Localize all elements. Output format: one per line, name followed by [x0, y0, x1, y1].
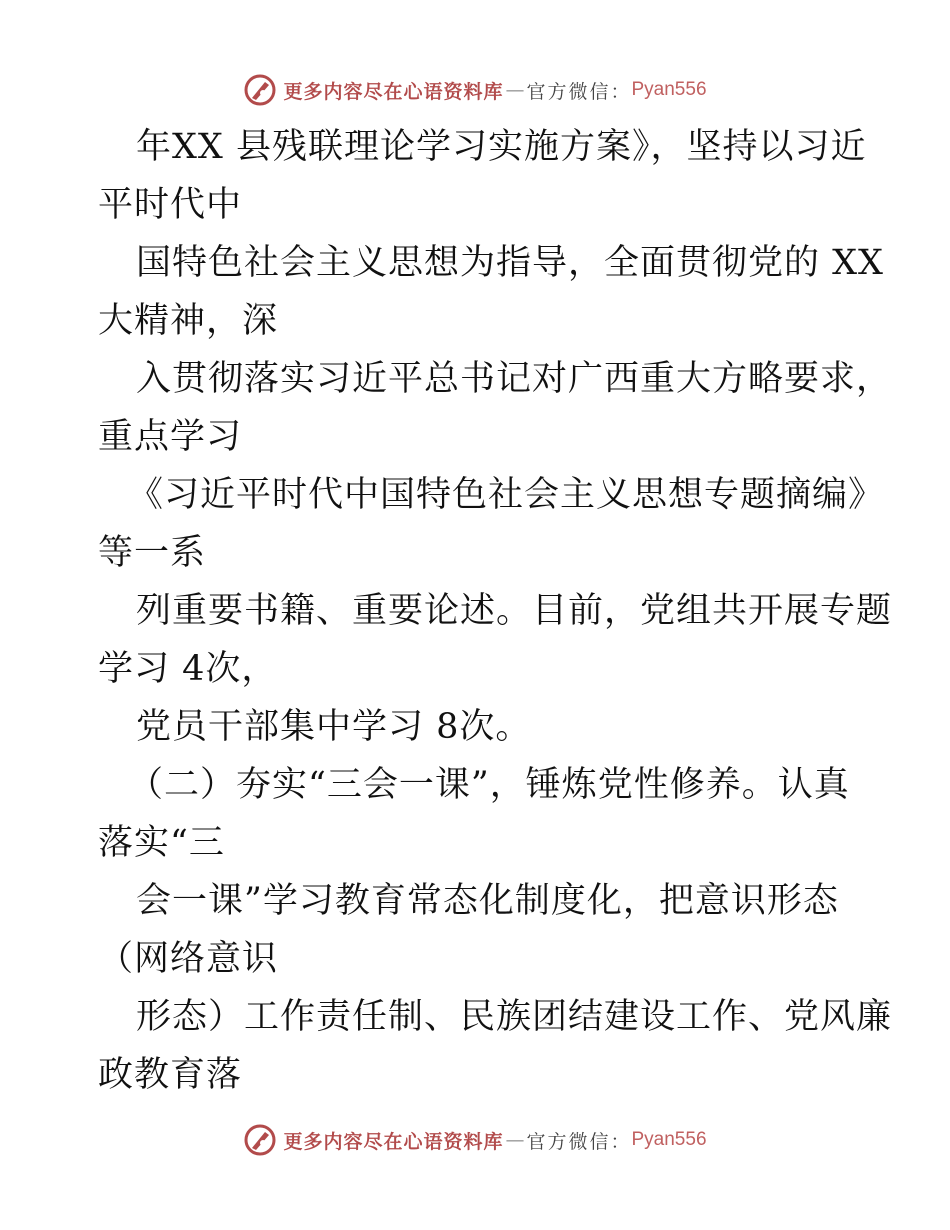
text-line: 会一课”学习教育常态化制度化，把意识形态	[136, 881, 839, 921]
text-line: （二）夯实“三会一课”，锤炼党性修养。认真	[128, 765, 850, 805]
watermark-main-text: 更多内容尽在心语资料库	[283, 80, 504, 103]
watermark-sub-text: 官方微信：	[526, 80, 632, 103]
text-line: 平时代中	[98, 185, 243, 225]
pen-circle-logo-icon	[243, 1123, 277, 1157]
watermark-main-text: 更多内容尽在心语资料库	[283, 1130, 504, 1153]
text-line: 党员干部集中学习 8次。	[136, 707, 532, 747]
text-line: 年XX 县残联理论学习实施方案》，坚持以习近	[136, 127, 867, 167]
watermark-id: Pyan556	[631, 1129, 707, 1150]
text-line: 学习 4次，	[98, 649, 278, 689]
watermark-separator: —	[505, 79, 525, 101]
text-line: 等一系	[98, 533, 207, 573]
watermark-sub-text: 官方微信：	[526, 1130, 632, 1153]
watermark-separator: —	[505, 1129, 525, 1151]
text-line: 落实“三	[98, 823, 225, 863]
text-line: （网络意识	[98, 939, 279, 979]
text-line: 大精神，深	[98, 301, 279, 341]
text-line: 入贯彻落实习近平总书记对广西重大方略要求，	[136, 359, 893, 399]
text-line: 重点学习	[98, 417, 243, 457]
pen-circle-logo-icon	[243, 73, 277, 107]
text-line: 国特色社会主义思想为指导，全面贯彻党的 XX	[136, 243, 884, 283]
document-body	[98, 118, 893, 1104]
text-line: 形态）工作责任制、民族团结建设工作、党风廉	[136, 997, 893, 1037]
text-line: 列重要书籍、重要论述。目前，党组共开展专题	[136, 591, 893, 631]
text-line: 政教育落	[98, 1055, 243, 1095]
text-line: 《习近平时代中国特色社会主义思想专题摘编》	[128, 475, 885, 515]
watermark-id: Pyan556	[631, 79, 707, 100]
footer-watermark	[0, 1120, 950, 1160]
header-watermark	[0, 70, 950, 110]
